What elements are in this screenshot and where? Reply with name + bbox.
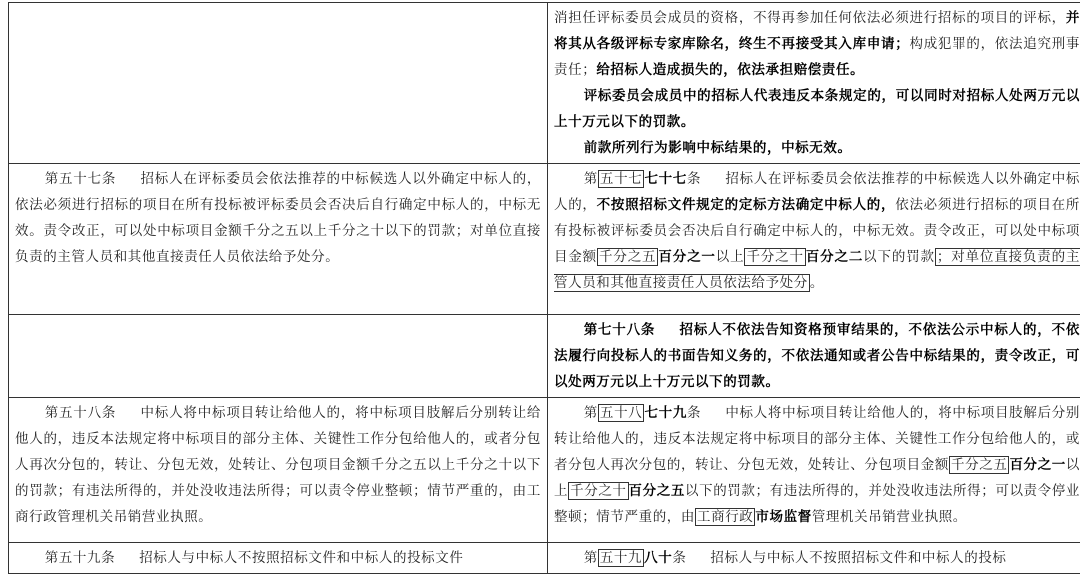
added-number: 八十: [644, 550, 672, 566]
original-cell: [9, 543, 548, 574]
revised-article-added: 第七十八条 招标人不依法告知资格预审结果的，不依法公示中标人的，不依法履行向投标人的书面告知义务的，不依法通知或者公告中标结果的，责令改正，可以处两万元以上十万元以下的罚款。: [554, 317, 1080, 395]
revised-article: 第 五十八 七十九条 中标人将中标项目转让给他人的，将中标项目肢解后分别转让给他人的，违反本法规定将中标项目的部分主体、关键性工作分包给他人的，或者分包人再次分包的，转让、分包无效，处转让、分包项目金额 千分之五 百分之一以上 千分之十 百分之五以下的罚款；有违法所得的，并处没收违法所得；可以责令停业整顿；情节严重的，由 工商行政 市场监督管理机关吊销营业执照。: [554, 400, 1080, 530]
revised-paragraph: 消担任评标委员会成员的资格，不得再参加任何依法必须进行招标的项目的评标，并将其从各级评标专家库除名，终生不再接受其入库申请；构成犯罪的，依法追究刑事责任；给招标人造成损失的，依法承担赔偿责任。: [554, 5, 1080, 83]
original-cell-empty: [9, 315, 548, 398]
comparison-table: [8, 2, 1080, 574]
deleted-text: 千分之五: [949, 456, 1009, 474]
revised-paragraph-added: 前款所列行为影响中标结果的，中标无效。: [554, 135, 1080, 161]
revised-article: 第 五十九 八十条 招标人与中标人不按照招标文件和中标人的投标: [554, 545, 1080, 571]
table-row: [9, 164, 1080, 315]
revised-cell: [548, 543, 1080, 574]
revised-cell: [548, 164, 1080, 315]
original-cell: [9, 398, 548, 543]
added-text: 市场监督: [755, 509, 811, 525]
revised-cell: [548, 398, 1080, 543]
added-text: 百分之一: [1009, 457, 1065, 473]
original-article: 第五十七条 招标人在评标委员会依法推荐的中标候选人以外确定中标人的，依法必须进行招标的项目在所有投标被评标委员会否决后自行确定中标人的，中标无效。责令改正，可以处中标项目金额千分之五以上千分之十以下的罚款；对单位直接负责的主管人员和其他直接责任人员依法给予处分。: [15, 166, 541, 270]
added-text: 不按照招标文件规定的定标方法确定中标人的，: [597, 197, 896, 213]
table-row: [9, 543, 1080, 574]
deleted-text: 千分之五: [597, 248, 658, 266]
original-article: 第五十八条 中标人将中标项目转让给他人的，将中标项目肢解后分别转让给他人的，违反本法规定将中标项目的部分主体、关键性工作分包给他人的，或者分包人再次分包的，转让、分包无效，处转让、分包项目金额千分之五以上千分之十以下的罚款；有违法所得的，并处没收违法所得；可以责令停业整顿；情节严重的，由工商行政管理机关吊销营业执照。: [15, 400, 541, 530]
revised-cell: [548, 3, 1080, 164]
table-row: [9, 398, 1080, 543]
original-article: 第五十九条 招标人与中标人不按照招标文件和中标人的投标文件: [15, 545, 541, 571]
added-text: 百分之五: [629, 483, 685, 499]
original-cell: [9, 164, 548, 315]
revised-cell: [548, 315, 1080, 398]
revised-article: 第 五十七 七十七条 招标人在评标委员会依法推荐的中标候选人以外确定中标人的，不按照招标文件规定的定标方法确定中标人的，依法必须进行招标的项目在所有投标被评标委员会否决后自行确定中标人的，中标无效。责令改正，可以处中标项目金额 千分之五 百分之一以上 千分之十 百分之二以下的罚款 ；对单位直接负责的主管人员和其他直接责任人员依法给予处分 。: [554, 166, 1080, 296]
table-row: [9, 3, 1080, 164]
deleted-text: 工商行政: [695, 508, 755, 526]
table-row: [9, 315, 1080, 398]
deleted-text: 千分之十: [568, 482, 628, 500]
added-text: 百分之一: [658, 249, 715, 265]
deleted-text: ；对单位直接负责的主管人员和其他直接责任人员依法给予处分: [554, 248, 1080, 292]
deleted-text: 千分之十: [744, 248, 805, 266]
deleted-number: 五十九: [598, 549, 644, 567]
deleted-number: 五十八: [598, 404, 645, 422]
added-number: 七十九: [644, 405, 687, 421]
original-cell-empty: [9, 3, 548, 164]
added-number: 七十七: [644, 171, 687, 187]
added-text: 百分之二: [806, 249, 863, 265]
revised-paragraph-added: 评标委员会成员中的招标人代表违反本条规定的，可以同时对招标人处两万元以上十万元以下的罚款。: [554, 83, 1080, 135]
deleted-number: 五十七: [598, 170, 645, 188]
